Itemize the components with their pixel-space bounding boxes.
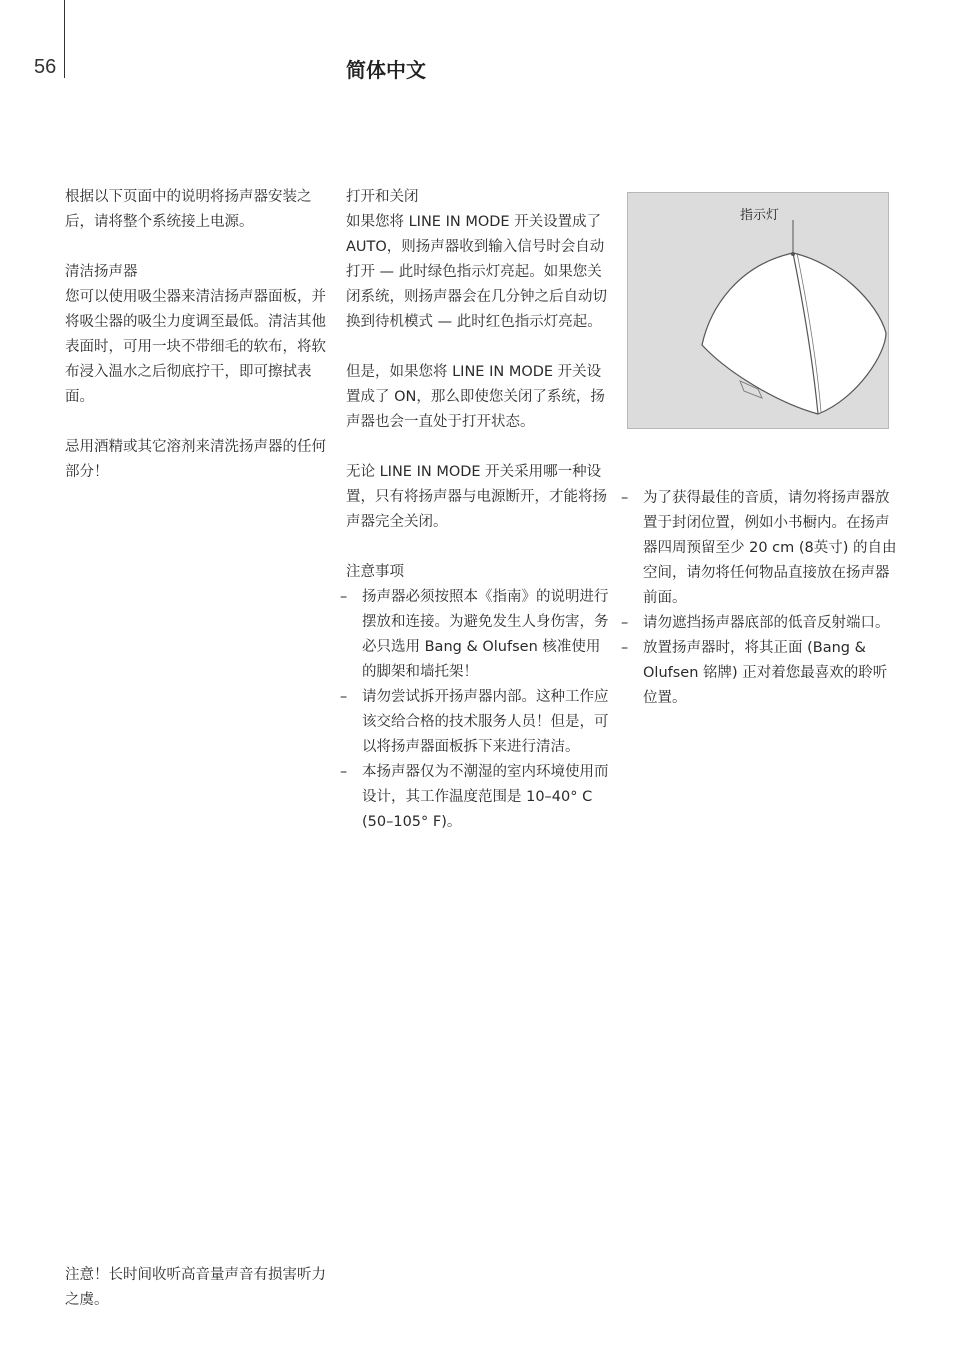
speaker-body-shape	[702, 253, 886, 414]
speaker-illustration	[627, 192, 889, 429]
list-item: – 本扬声器仅为不潮湿的室内环境使用而设计，其工作温度范围是 10–40° C (50–105° F)。	[346, 760, 614, 835]
notes-list	[346, 585, 614, 835]
list-item: – 请勿尝试拆开扬声器内部。这种工作应该交给合格的技术服务人员！但是，可以将扬声器面板拆下来进行清洁。	[346, 685, 614, 760]
onoff-heading: 打开和关闭	[346, 189, 419, 205]
cleaning-paragraph: 您可以使用吸尘器来清洁扬声器面板，并将吸尘器的吸尘力度调至最低。清洁其他表面时，可用一块不带细毛的软布，将软布浸入温水之后彻底拧干，即可擦拭表面。	[65, 289, 326, 405]
list-item: – 请勿遮挡扬声器底部的低音反射端口。	[627, 611, 899, 636]
list-item: – 为了获得最佳的音质，请勿将扬声器放置于封闭位置，例如小书橱内。在扬声器四周预留至少 20 cm (8英寸) 的自由空间，请勿将任何物品直接放在扬声器前面。	[627, 486, 899, 611]
list-item: – 放置扬声器时，将其正面 (Bang & Olufsen 铭牌) 正对着您最喜欢的聆听位置。	[627, 636, 899, 711]
placement-notes-list	[627, 486, 899, 711]
column-middle	[346, 185, 614, 835]
speaker-drawing	[628, 193, 890, 430]
list-item: – 扬声器必须按照本《指南》的说明进行摆放和连接。为避免发生人身伤害，务必只选用 Bang & Olufsen 核准使用的脚架和墙托架！	[346, 585, 614, 685]
page-number: 56	[34, 56, 57, 78]
onoff-paragraph-2: 但是，如果您将 LINE IN MODE 开关设置成了 ON，那么即使您关闭了系统，扬声器也会一直处于打开状态。	[346, 364, 605, 430]
onoff-paragraph-3: 无论 LINE IN MODE 开关采用哪一种设置，只有将扬声器与电源断开，才能将扬声器完全关闭。	[346, 464, 607, 530]
column-left	[65, 185, 330, 485]
page-title: 简体中文	[346, 58, 426, 82]
notes-heading: 注意事项	[346, 564, 404, 580]
solvent-warning: 忌用酒精或其它溶剂来清洗扬声器的任何部分！	[65, 439, 326, 480]
indicator-label: 指示灯	[740, 208, 780, 223]
onoff-paragraph-1: 如果您将 LINE IN MODE 开关设置成了 AUTO，则扬声器收到输入信号时会自动打开 — 此时绿色指示灯亮起。如果您关闭系统，则扬声器会在几分钟之后自动切换到待机模式 — 此时红色指示灯亮起。	[346, 214, 607, 330]
margin-rule	[64, 0, 65, 78]
intro-paragraph: 根据以下页面中的说明将扬声器安装之后，请将整个系统接上电源。	[65, 189, 312, 230]
indicator-light-dot	[791, 252, 795, 256]
column-right	[627, 486, 899, 711]
hearing-warning-note: 注意！长时间收听高音量声音有损害听力之虞。	[65, 1267, 326, 1308]
cleaning-heading: 清洁扬声器	[65, 264, 138, 280]
